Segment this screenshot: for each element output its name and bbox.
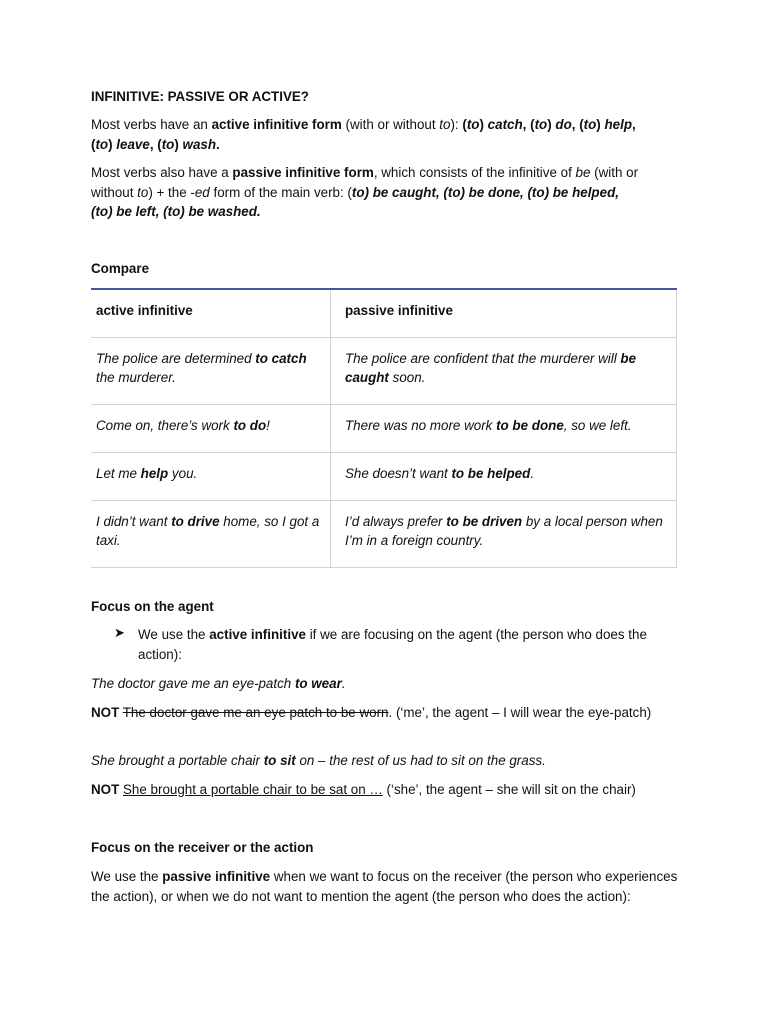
ex: , (632, 117, 636, 132)
cell-bold: be caught (345, 350, 637, 385)
table-row (91, 452, 677, 500)
passive-cell (331, 404, 677, 452)
ex-text: The doctor gave me an eye-patch (91, 676, 295, 691)
ex: to (351, 184, 365, 200)
ex: . (216, 136, 220, 152)
intro-active-infinitive (91, 115, 681, 154)
ex: ( (462, 117, 467, 132)
active-cell (91, 337, 331, 404)
ex-text: She brought a portable chair (91, 753, 264, 768)
ex: ) (596, 117, 605, 132)
ex: do (555, 117, 572, 132)
intro1-text: Most verbs have an (91, 117, 212, 132)
table-row (91, 337, 677, 404)
cell-bold: to be done (496, 417, 564, 433)
intro1-text: (with or without (341, 117, 440, 132)
ex: ) be helped (544, 184, 616, 200)
ex: leave (116, 136, 150, 152)
cell-bold: to drive (171, 513, 220, 529)
focus-agent-heading: Focus on the agent (91, 599, 214, 614)
ex: to (167, 204, 181, 219)
receiver-text: We use the (91, 869, 163, 884)
ex: to (95, 204, 109, 219)
ex: ( (91, 136, 96, 152)
cell-text: . (530, 465, 535, 481)
ex: to (534, 117, 548, 132)
ex: to (466, 117, 480, 132)
header-passive: passive infinitive (331, 289, 677, 337)
ex: wash (182, 136, 217, 152)
table-header-row (91, 289, 677, 337)
cell-text: you. (168, 465, 198, 481)
cell-bold: to catch (255, 350, 307, 366)
intro2-text: Most verbs also have a (91, 165, 233, 180)
cell-bold: to be helped (451, 465, 531, 481)
ex: help (604, 117, 633, 132)
ex: ) (174, 136, 183, 152)
arrow-bullet-icon: ➤ (114, 625, 125, 640)
active-cell (91, 404, 331, 452)
passive-cell (331, 337, 677, 404)
cell-text: home, so I got a taxi. (96, 513, 320, 548)
ex: ( (91, 204, 96, 219)
comparison-table (91, 288, 677, 568)
intro-passive-infinitive (91, 163, 681, 222)
ex: to (95, 136, 109, 152)
intro2-text: ) + the - (148, 184, 195, 200)
struck-example: The doctor gave me an eye patch to be worn (122, 705, 389, 720)
cell-bold: to be driven (446, 513, 523, 529)
ex: catch (487, 117, 523, 132)
ex: , ( (149, 136, 162, 152)
cell-text: by a local person when I’m in a foreign country. (345, 513, 663, 548)
passive-cell (331, 500, 677, 567)
passive-cell (331, 452, 677, 500)
cell-text: She doesn’t want (345, 465, 452, 481)
intro2-text: , which consists of the infinitive of (373, 165, 576, 180)
underlined-example: She brought a portable chair to be sat on … (123, 782, 383, 797)
cell-text: ! (266, 417, 270, 433)
intro2-text: without (91, 184, 138, 200)
ex: . (256, 204, 261, 219)
cell-text: There was no more work (345, 417, 497, 433)
intro2-italic: be (575, 165, 591, 180)
cell-text: Come on, there’s work (96, 417, 234, 433)
cell-text: The police are determined (96, 350, 256, 366)
intro2-text: form of the main verb: ( (209, 184, 352, 200)
intro2-italic: ed (194, 184, 210, 200)
agent-not-example-2 (91, 780, 681, 800)
intro1-text: ): (450, 117, 463, 132)
cell-bold: to do (233, 417, 267, 433)
cell-bold: help (140, 465, 169, 481)
cell-text: The police are confident that the murderer will (345, 350, 621, 366)
header-active: active infinitive (91, 289, 331, 337)
intro1-bold: active infinitive form (211, 117, 342, 132)
ex: , ( (522, 117, 535, 132)
bullet-bold: active infinitive (209, 627, 306, 642)
cell-text: , so we left. (563, 417, 632, 433)
bullet-text: We use the (138, 627, 210, 642)
ex-text: on – the rest of us had to sit on the grass. (295, 753, 546, 768)
cell-text: Let me (96, 465, 141, 481)
table-row (91, 500, 677, 567)
active-cell (91, 452, 331, 500)
ex: , (615, 184, 619, 200)
intro2-italic: to (137, 184, 149, 200)
ex-bold: to wear (294, 676, 342, 691)
ex: ) (547, 117, 556, 132)
ex: to (447, 184, 461, 200)
focus-agent-bullet (138, 625, 683, 665)
compare-heading: Compare (91, 261, 150, 276)
ex: ) be left (108, 204, 156, 219)
cell-text: I’d always prefer (345, 513, 447, 529)
ex-bold: to sit (263, 753, 296, 768)
cell-text: soon. (388, 370, 426, 385)
intro1-italic: to (439, 117, 451, 132)
ex: to (531, 184, 545, 200)
table-row (91, 404, 677, 452)
not-label: NOT (91, 705, 120, 720)
ex: ) (108, 136, 117, 152)
agent-example-2 (91, 751, 681, 771)
cell-text: I didn’t want (96, 513, 172, 529)
ex: , ( (520, 184, 532, 200)
focus-receiver-text (91, 867, 681, 906)
ex: ) be caught (364, 184, 436, 200)
intro2-text: (with or (590, 165, 639, 180)
agent-example-1 (91, 674, 681, 694)
intro2-bold: passive infinitive form (232, 165, 374, 180)
agent-not-example-1 (91, 703, 681, 723)
bullet-text: if we are focusing on the agent (the person who does the action): (138, 627, 647, 662)
ex: , ( (435, 184, 448, 200)
active-cell (91, 500, 331, 567)
ex: ) be done (460, 184, 521, 200)
receiver-bold: passive infinitive (162, 869, 271, 884)
ex: to (161, 136, 175, 152)
not-explanation: . (‘me’, the agent – I will wear the eye-patch) (388, 705, 652, 720)
ex: ) be washed (180, 204, 257, 219)
ex: , ( (571, 117, 584, 132)
receiver-text: when we want to focus on the receiver (the person who experiences the action), or when we do not want to mention the agent (the person who does the action): (91, 869, 678, 904)
ex-text: . (341, 676, 346, 691)
page-title: INFINITIVE: PASSIVE OR ACTIVE? (91, 89, 309, 104)
cell-text: the murderer. (96, 370, 176, 385)
not-label: NOT (91, 782, 120, 797)
not-explanation: (‘she’, the agent – she will sit on the chair) (382, 782, 636, 797)
ex: ) (479, 117, 488, 132)
ex: to (583, 117, 597, 132)
focus-receiver-heading: Focus on the receiver or the action (91, 840, 314, 855)
ex: , ( (155, 204, 168, 219)
